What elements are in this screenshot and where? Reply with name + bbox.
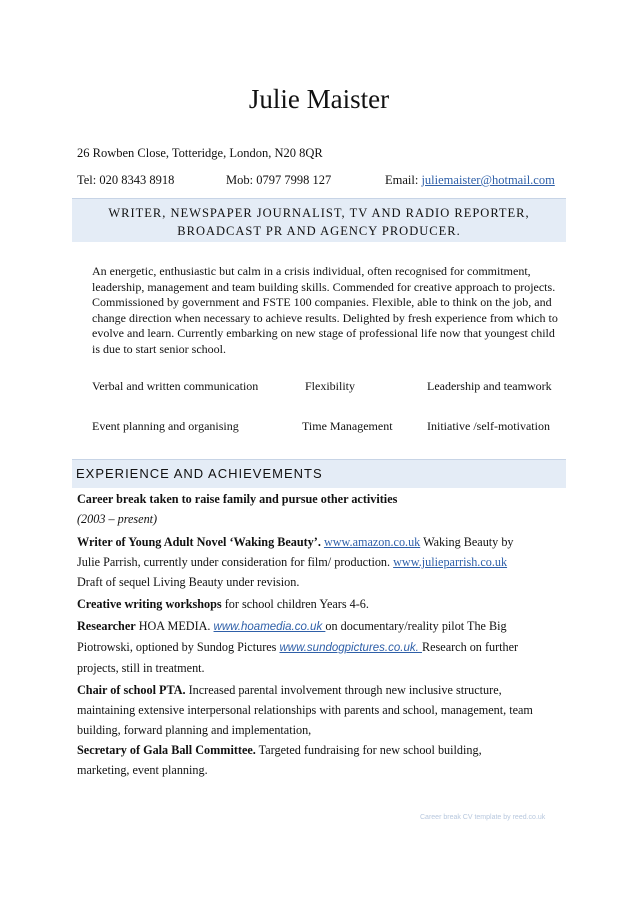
entry-title: Researcher — [77, 619, 136, 633]
email-link[interactable]: juliemaister@hotmail.com — [421, 173, 555, 187]
career-break-dates: (2003 – present) — [77, 512, 158, 526]
entry-pta: Chair of school PTA. Increased parental involvement through new inclusive structure, maintaining extensive interpersonal relationships with parents and school, management, team building, forward planning and implementation, — [77, 683, 533, 737]
email-row — [385, 173, 555, 188]
mobile: Mob: 0797 7998 127 — [226, 173, 332, 187]
skill-item: Time Management — [302, 419, 393, 433]
entry-writer: Writer of Young Adult Novel ‘Waking Beauty’. www.amazon.co.uk Waking Beauty by Julie Parrish, currently under consideration for film/ production. www.julieparrish.co.uk Draft of sequel Living Beauty under revision. — [77, 535, 514, 589]
profile-summary: An energetic, enthusiastic but calm in a crisis individual, often recognised for commitment, leadership, management and team building skills. Commended for creative approach to projects. Commissioned by government and FSTE 100 companies. Flexible, able to think on the job, and change direction when necessary to achieve results. Delighted by fresh experience from which to evolve and learn. Currently embarking on new stage of professional life now that youngest child is due to start senior school. — [92, 264, 558, 356]
section-title: EXPERIENCE AND ACHIEVEMENTS — [76, 466, 323, 481]
entry-title: Secretary of Gala Ball Committee. — [77, 743, 256, 757]
entry-title: Creative writing workshops — [77, 597, 222, 611]
cv-name: Julie Maister — [248, 84, 390, 114]
entry-researcher: Researcher HOA MEDIA. www.hoamedia.co.uk on documentary/reality pilot The Big Piotrowski, optioned by Sundog Pictures www.sundogpictures.co.uk. Research on further projects, still in treatment. — [77, 619, 519, 675]
entry-title: Writer of Young Adult Novel ‘Waking Beauty’. — [77, 535, 321, 549]
entry-workshops: Creative writing workshops for school children Years 4-6. — [77, 597, 369, 611]
section-band — [72, 459, 566, 488]
skill-item: Event planning and organising — [92, 419, 239, 433]
address: 26 Rowben Close, Totteridge, London, N20 8QR — [77, 146, 323, 160]
julieparrish-link[interactable]: www.julieparrish.co.uk — [393, 555, 508, 569]
experience-list — [77, 489, 561, 780]
entry-gala: Secretary of Gala Ball Committee. Targeted fundraising for new school building, marketing, event planning. — [77, 743, 482, 777]
skill-item: Initiative /self-motivation — [427, 419, 550, 433]
career-break-heading: Career break taken to raise family and pursue other activities — [77, 492, 398, 506]
skill-item: Verbal and written communication — [92, 379, 259, 393]
phone: Tel: 020 8343 8918 — [77, 173, 175, 187]
amazon-link[interactable]: www.amazon.co.uk — [323, 535, 421, 549]
email-label: Email: — [385, 173, 419, 187]
skill-item: Leadership and teamwork — [427, 379, 552, 393]
headline-band — [72, 198, 566, 242]
headline-line-2: BROADCAST PR AND AGENCY PRODUCER. — [177, 224, 461, 238]
entry-title: Chair of school PTA. — [77, 683, 186, 697]
skill-item: Flexibility — [305, 379, 356, 393]
hoamedia-link[interactable]: www.hoamedia.co.uk — [213, 621, 326, 633]
sundog-link[interactable]: www.sundogpictures.co.uk. — [279, 642, 422, 654]
headline-line-1: WRITER, NEWSPAPER JOURNALIST, TV AND RADIO REPORTER, — [108, 206, 530, 220]
footer-credit: Career break CV template by reed.co.uk — [420, 814, 546, 821]
